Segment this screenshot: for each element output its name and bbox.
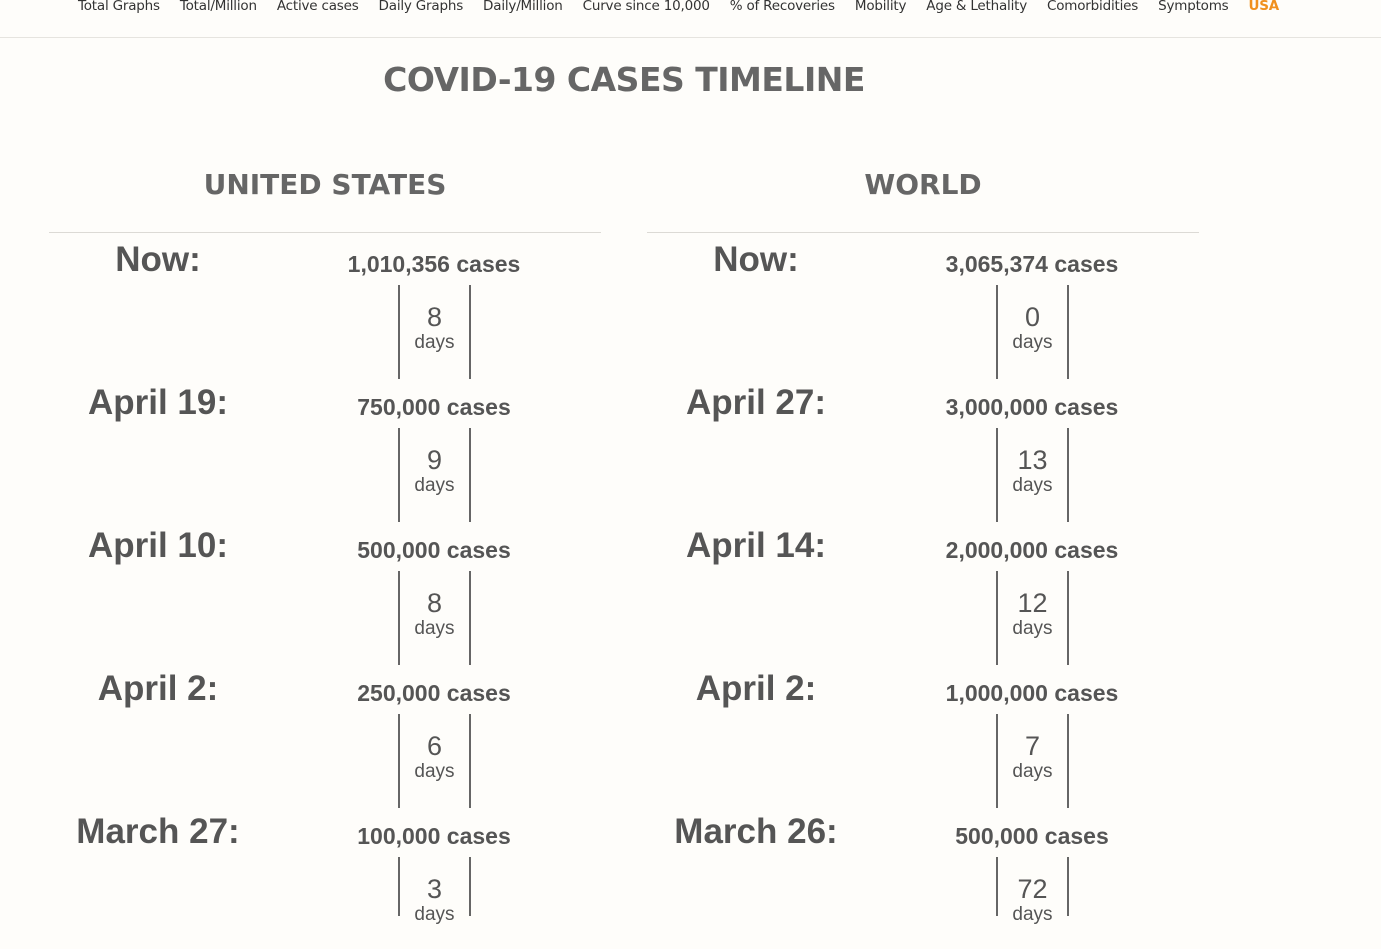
days-gap-unit: days <box>1012 904 1053 925</box>
days-gap <box>398 714 471 808</box>
entry-cases: 3,065,374 cases <box>945 251 1119 277</box>
days-gap-unit: days <box>414 618 455 639</box>
entry-date: April 14: <box>685 526 827 565</box>
days-gap-number: 8 <box>426 588 443 618</box>
days-gap <box>398 285 471 379</box>
nav-item-curve-since-10000[interactable]: Curve since 10,000 <box>582 0 710 14</box>
us-timeline-entry <box>49 377 601 520</box>
days-gap-number: 13 <box>1017 445 1048 475</box>
days-gap <box>996 857 1069 925</box>
days-gap-unit: days <box>1012 761 1053 782</box>
world-timeline-entry <box>647 663 1199 806</box>
entry-date: Now: <box>713 240 799 279</box>
us-divider <box>49 232 601 233</box>
days-gap-number: 9 <box>426 445 443 475</box>
entry-date: April 2: <box>97 669 219 708</box>
entry-date: April 2: <box>695 669 817 708</box>
entry-cases: 100,000 cases <box>357 823 511 849</box>
entry-cases: 1,010,356 cases <box>347 251 521 277</box>
days-gap-unit: days <box>414 332 455 353</box>
entry-date: Now: <box>115 240 201 279</box>
days-gap <box>996 571 1069 665</box>
world-timeline-entry <box>647 520 1199 663</box>
us-timeline-entry <box>49 234 601 377</box>
nav-item-symptoms[interactable]: Symptoms <box>1158 0 1229 14</box>
days-gap-number: 8 <box>426 302 443 332</box>
days-gap-unit: days <box>414 904 455 925</box>
days-gap-unit: days <box>1012 332 1053 353</box>
world-divider <box>647 232 1199 233</box>
nav-item-recoveries[interactable]: % of Recoveries <box>729 0 835 14</box>
entry-cases: 500,000 cases <box>955 823 1109 849</box>
days-gap-unit: days <box>414 761 455 782</box>
world-timeline-entry <box>647 806 1199 949</box>
entry-cases: 500,000 cases <box>357 537 511 563</box>
nav-item-total-per-million[interactable]: Total/Million <box>179 0 257 14</box>
entry-date: April 10: <box>87 526 229 565</box>
nav-item-comorbidities[interactable]: Comorbidities <box>1047 0 1139 14</box>
days-gap <box>398 857 471 925</box>
days-gap <box>996 428 1069 522</box>
entry-cases: 3,000,000 cases <box>945 394 1119 420</box>
days-gap <box>398 428 471 522</box>
days-gap-unit: days <box>1012 475 1053 496</box>
nav-item-daily-graphs[interactable]: Daily Graphs <box>378 0 464 14</box>
entry-date: March 27: <box>76 812 240 851</box>
nav-item-mobility[interactable]: Mobility <box>854 0 907 14</box>
entry-cases: 250,000 cases <box>357 680 511 706</box>
world-heading: WORLD <box>864 168 982 201</box>
nav-item-total-graphs[interactable]: Total Graphs <box>78 0 160 14</box>
page-title: COVID-19 CASES TIMELINE <box>383 60 865 99</box>
us-timeline-entry <box>49 806 601 949</box>
top-navigation <box>0 0 1381 38</box>
days-gap-number: 0 <box>1024 302 1041 332</box>
world-timeline-entry <box>647 234 1199 377</box>
nav-item-active-cases[interactable]: Active cases <box>276 0 359 14</box>
us-timeline-entry <box>49 520 601 663</box>
entry-cases: 750,000 cases <box>357 394 511 420</box>
days-gap-number: 6 <box>426 731 443 761</box>
us-timeline-entry <box>49 663 601 806</box>
world-timeline-entry <box>647 377 1199 520</box>
days-gap-unit: days <box>1012 618 1053 639</box>
entry-cases: 1,000,000 cases <box>945 680 1119 706</box>
entry-cases: 2,000,000 cases <box>945 537 1119 563</box>
nav-item-daily-per-million[interactable]: Daily/Million <box>483 0 563 14</box>
nav-item-age-lethality[interactable]: Age & Lethality <box>926 0 1028 14</box>
days-gap-number: 12 <box>1017 588 1048 618</box>
entry-date: April 19: <box>87 383 229 422</box>
days-gap-number: 3 <box>426 874 443 904</box>
days-gap-unit: days <box>414 475 455 496</box>
us-heading: UNITED STATES <box>203 168 447 201</box>
days-gap-number: 7 <box>1024 731 1041 761</box>
nav-item-usa[interactable]: USA <box>1248 0 1280 14</box>
days-gap <box>398 571 471 665</box>
days-gap <box>996 285 1069 379</box>
nav-menu <box>78 0 1299 14</box>
days-gap <box>996 714 1069 808</box>
days-gap-number: 72 <box>1017 874 1048 904</box>
entry-date: April 27: <box>685 383 827 422</box>
entry-date: March 26: <box>674 812 838 851</box>
